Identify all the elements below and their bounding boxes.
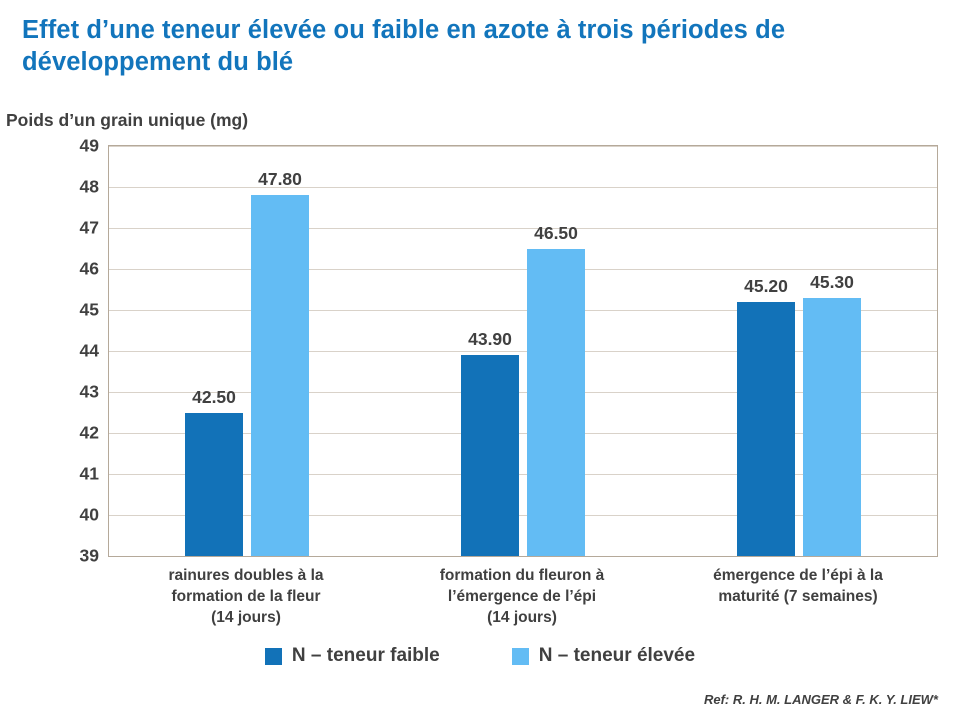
x-axis-category-label: formation du fleuron à l’émergence de l’épi (14 jours): [439, 567, 605, 626]
legend-item-low[interactable]: [265, 645, 440, 667]
bar-high[interactable]: [527, 222, 585, 557]
y-axis-tick-label: 46: [79, 258, 99, 279]
y-axis-tick-label: 45: [79, 299, 99, 320]
bar-high[interactable]: [251, 169, 309, 556]
y-axis-tick-label: 44: [79, 340, 99, 361]
bar-value-label: 45.30: [810, 271, 854, 292]
bar-group: [109, 146, 385, 556]
bar-value-label: 45.20: [744, 275, 788, 296]
y-axis-tick-label: 41: [79, 463, 99, 484]
bar-value-label: 43.90: [468, 329, 512, 350]
bar-low[interactable]: [185, 386, 243, 557]
y-axis-tick-label: 42: [79, 422, 99, 443]
bar-group: [385, 146, 661, 556]
y-axis-tick-label: 39: [79, 545, 99, 566]
bar-high[interactable]: [803, 271, 861, 556]
bar-value-label: 46.50: [534, 222, 578, 243]
reference-note: Ref: R. H. M. LANGER & F. K. Y. LIEW*: [703, 692, 938, 707]
legend-swatch-low: [265, 648, 282, 665]
legend-item-high[interactable]: [512, 645, 695, 667]
x-axis-category-label: émergence de l’épi à la maturité (7 semaines): [713, 567, 883, 605]
y-axis-tick-label: 40: [79, 504, 99, 525]
y-axis-tick-label: 49: [79, 135, 99, 156]
legend-label-high: N – teneur élevée: [538, 645, 696, 666]
bar-low[interactable]: [737, 275, 795, 556]
bar-value-label: 47.80: [258, 169, 302, 190]
y-axis-tick-label: 48: [79, 176, 99, 197]
bar-low[interactable]: [461, 329, 519, 556]
chart-legend: [0, 645, 960, 667]
page-title: Effet d’une teneur élevée ou faible en azote à trois périodes de développement du blé: [22, 16, 786, 76]
bar-value-label: 42.50: [192, 386, 236, 407]
chart-plot-area: [79, 135, 938, 566]
x-axis-category-label: rainures doubles à la formation de la fleur (14 jours): [168, 567, 324, 626]
y-axis-title: Poids d’un grain unique (mg): [6, 110, 249, 130]
y-axis-tick-label: 43: [79, 381, 99, 402]
bar-group: [661, 146, 937, 556]
y-axis-tick-label: 47: [79, 217, 99, 238]
legend-swatch-high: [512, 648, 529, 665]
legend-label-low: N – teneur faible: [291, 645, 440, 666]
